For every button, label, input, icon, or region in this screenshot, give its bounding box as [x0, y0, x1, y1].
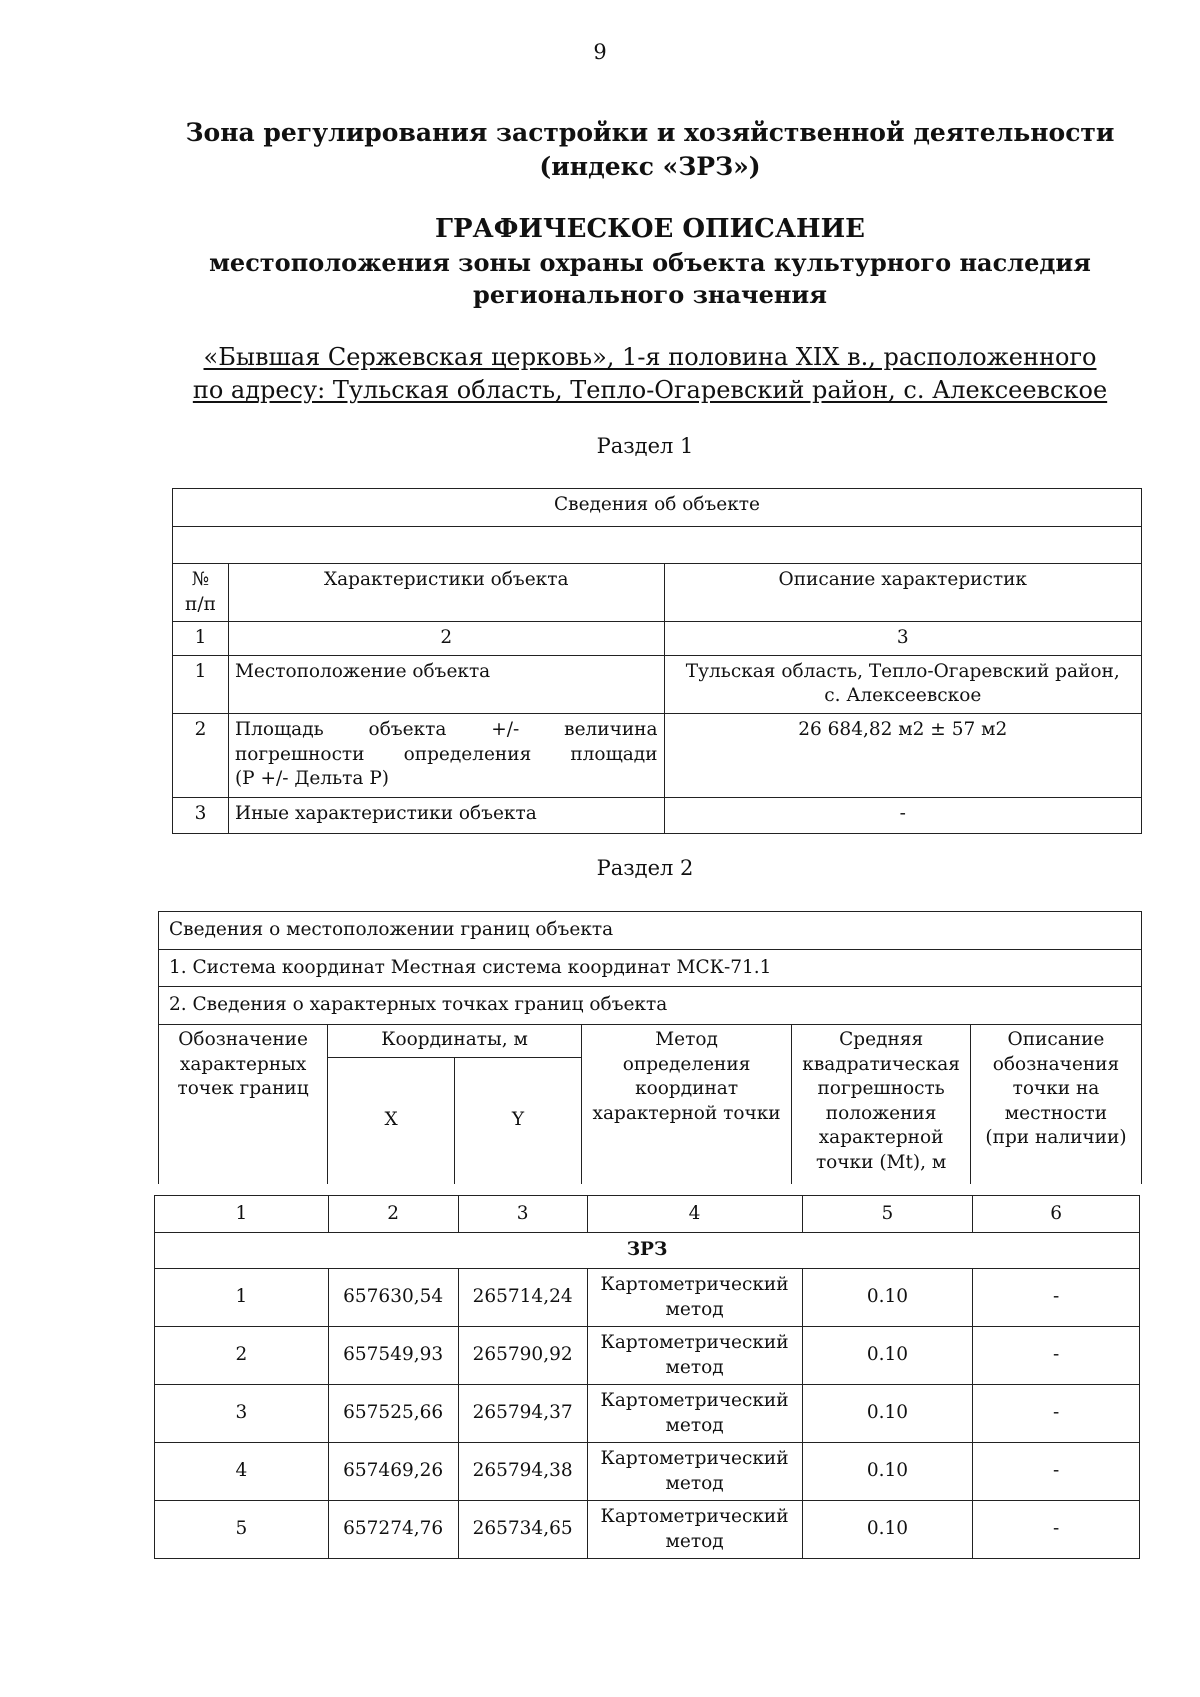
col-method-header: Метод определения координат характерной точки	[581, 1025, 791, 1184]
row-characteristic: Местоположение объекта	[228, 655, 664, 713]
point-x: 657469,26	[328, 1443, 458, 1501]
coordinate-system: 1. Система координат Местная система координат МСК-71.1	[159, 950, 1142, 987]
object-info-table-title: Сведения об объекте	[173, 489, 1142, 527]
document-subtitle-line2: регионального значения	[473, 280, 827, 309]
point-y: 265714,24	[458, 1269, 587, 1327]
table-row	[155, 1269, 1140, 1327]
table-row	[173, 713, 1142, 797]
col-y-header: Y	[455, 1058, 582, 1184]
point-y: 265794,38	[458, 1443, 587, 1501]
row-number: 1	[173, 655, 229, 713]
point-mt: 0.10	[802, 1269, 973, 1327]
point-number: 2	[155, 1327, 329, 1385]
point-description: -	[973, 1269, 1140, 1327]
point-method: Картометрический метод	[587, 1327, 802, 1385]
point-description: -	[973, 1443, 1140, 1501]
col-description-header: Описание характеристик	[664, 564, 1141, 622]
object-name-line1: «Бывшая Сержевская церковь», 1-я половина XIX в., расположенного	[203, 343, 1097, 371]
col-designation-header: Обозначение характерных точек границ	[159, 1025, 328, 1184]
col-x-header: X	[328, 1058, 455, 1184]
point-method: Картометрический метод	[587, 1385, 802, 1443]
row-characteristic: Площадь объекта +/- величина погрешности определения площади (Р +/- Дельта Р)	[228, 713, 664, 797]
row-description: Тульская область, Тепло-Огаревский район, с. Алексеевское	[664, 655, 1141, 713]
col-index: 1	[173, 622, 229, 656]
point-mt: 0.10	[802, 1327, 973, 1385]
point-number: 5	[155, 1501, 329, 1559]
col-number: 3	[458, 1196, 587, 1233]
col-characteristics-header: Характеристики объекта	[228, 564, 664, 622]
point-x: 657274,76	[328, 1501, 458, 1559]
row-characteristic: Иные характеристики объекта	[228, 797, 664, 833]
points-table	[154, 1195, 1140, 1559]
col-num-header: № п/п	[173, 564, 229, 622]
point-number: 1	[155, 1269, 329, 1327]
col-description-header: Описание обозначения точки на местности (при наличии)	[970, 1025, 1141, 1184]
col-coordinates-header: Координаты, м	[328, 1025, 582, 1058]
points-info-title: 2. Сведения о характерных точках границ объекта	[159, 987, 1142, 1025]
zone-heading: Зона регулирования застройки и хозяйственной деятельности	[185, 118, 1115, 147]
zone-index: (индекс «ЗРЗ»)	[539, 152, 761, 181]
point-method: Картометрический метод	[587, 1443, 802, 1501]
point-x: 657525,66	[328, 1385, 458, 1443]
point-mt: 0.10	[802, 1443, 973, 1501]
point-method: Картометрический метод	[587, 1269, 802, 1327]
point-y: 265794,37	[458, 1385, 587, 1443]
col-number: 2	[328, 1196, 458, 1233]
col-mt-header: Средняя квадратическая погрешность положения характерной точки (Mt), м	[792, 1025, 971, 1184]
empty-row	[173, 527, 1142, 564]
point-description: -	[973, 1327, 1140, 1385]
point-number: 4	[155, 1443, 329, 1501]
object-name-line2: по адресу: Тульская область, Тепло-Огаревский район, с. Алексеевское	[192, 376, 1108, 404]
boundary-info-title: Сведения о местоположении границ объекта	[159, 912, 1142, 950]
row-number: 3	[173, 797, 229, 833]
table-row	[155, 1443, 1140, 1501]
point-number: 3	[155, 1385, 329, 1443]
col-number: 1	[155, 1196, 329, 1233]
row-number: 2	[173, 713, 229, 797]
zone-label: ЗРЗ	[155, 1233, 1140, 1269]
col-index: 3	[664, 622, 1141, 656]
col-number: 5	[802, 1196, 973, 1233]
col-number: 6	[973, 1196, 1140, 1233]
document-title: ГРАФИЧЕСКОЕ ОПИСАНИЕ	[435, 214, 865, 244]
point-description: -	[973, 1385, 1140, 1443]
page-number: 9	[593, 40, 607, 64]
point-mt: 0.10	[802, 1385, 973, 1443]
boundary-info-table	[158, 911, 1142, 1184]
object-info-table	[172, 488, 1142, 834]
point-y: 265790,92	[458, 1327, 587, 1385]
table-row	[155, 1501, 1140, 1559]
table-row	[173, 655, 1142, 713]
point-method: Картометрический метод	[587, 1501, 802, 1559]
document-subtitle-line1: местоположения зоны охраны объекта культурного наследия	[209, 248, 1091, 277]
point-description: -	[973, 1501, 1140, 1559]
point-x: 657549,93	[328, 1327, 458, 1385]
table-row	[155, 1327, 1140, 1385]
point-x: 657630,54	[328, 1269, 458, 1327]
section2-title: Раздел 2	[596, 856, 694, 880]
row-description: 26 684,82 м2 ± 57 м2	[664, 713, 1141, 797]
table-row	[155, 1385, 1140, 1443]
point-mt: 0.10	[802, 1501, 973, 1559]
col-index: 2	[228, 622, 664, 656]
section1-title: Раздел 1	[596, 434, 694, 458]
col-number: 4	[587, 1196, 802, 1233]
table-row	[173, 797, 1142, 833]
point-y: 265734,65	[458, 1501, 587, 1559]
row-description: -	[664, 797, 1141, 833]
